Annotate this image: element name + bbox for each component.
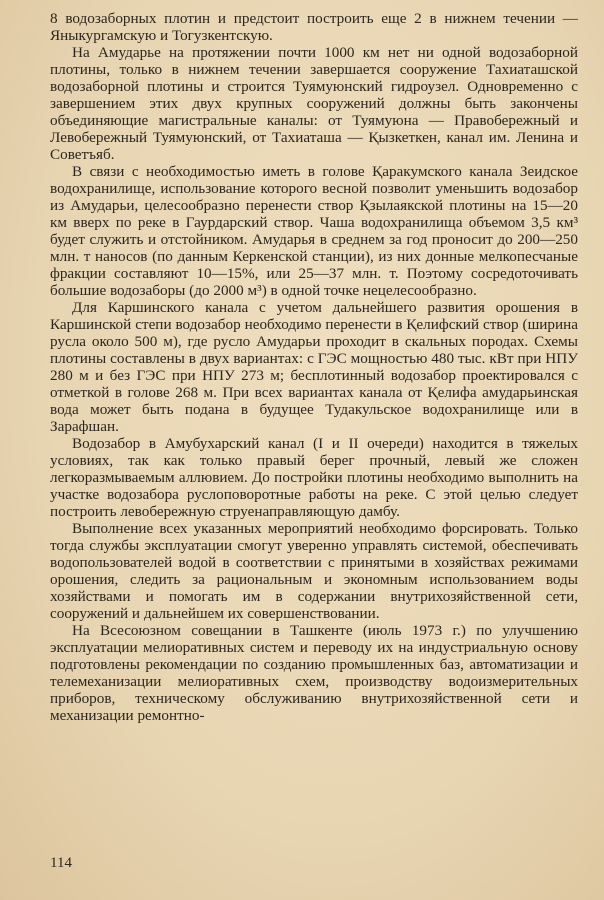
paragraph-operation-services: Выполнение всех указанных мероприятий необходимо форсировать. Только тогда службы эксплуатации смогут уверенно управлять системой, обеспечивать водопользователей водой в соответствии с принятыми в хозяйствах режимами орошения, следить за рациональным и экономным использованием воды хозяйствами и помогать им в содержании внутрихозяйственной сети, сооружений и дальнейшем их совершенствовании. — [50, 520, 578, 622]
page-body — [50, 10, 578, 724]
paragraph-amudarya-dams: На Амударье на протяжении почти 1000 км нет ни одной водозаборной плотины, только в нижнем течении завершается сооружение Тахиаташской водозаборной плотины и строится Туямуюнский гидроузел. Одновременно с завершением этих двух крупных сооружений должны быть закончены объединяющие магистральные каналы: от Туямуюна — Правобережный и Левобережный Туямуюнский, от Тахиаташа — Қызкеткен, канал им. Ленина и Советъяб. — [50, 44, 578, 163]
paragraph-amubukhara-canal: Водозабор в Амубухарский канал (I и II очереди) находится в тяжелых условиях, так как только правый берег прочный, левый же сложен легкоразмываемым аллювием. До постройки плотины необходимо выполнить на участке водозабора руслоповоротные работы на реке. С этой целью следует построить левобережную струенаправляющую дамбу. — [50, 435, 578, 520]
paragraph-tashkent-meeting: На Всесоюзном совещании в Ташкенте (июль 1973 г.) по улучшению эксплуатации мелиоративных систем и переводу их на индустриальную основу подготовлены рекомендации по созданию промышленных баз, автоматизации и телемеханизации мелиоративных схем, производству водоизмерительных приборов, техническому обслуживанию внутрихозяйственной сети и механизации ремонтно- — [50, 622, 578, 724]
paragraph-karakum-reservoir: В связи с необходимостью иметь в голове Қаракумского канала Зеидское водохранилище, использование которого весной позволит уменьшить водозабор из Амударьи, целесообразно перенести створ Қзылаякской плотины на 15—20 км вверх по реке в Гаурдарский створ. Чаша водохранилища объемом 3,5 км³ будет служить и отстойником. Амударья в среднем за год проносит до 200—250 млн. т наносов (по данным Керкенской станции), из них донные мелкопесчаные фракции составляют 10—15%, или 25—37 млн. т. Поэтому сосредоточивать большие водозаборы (до 2000 м³) в одной точке нецелесообразно. — [50, 163, 578, 299]
paragraph-karshi-canal: Для Каршинского канала с учетом дальнейшего развития орошения в Каршинской степи водозабор необходимо перенести в Қелифский створ (ширина русла около 500 м), где русло Амударьи проходит в скальных породах. Схемы плотины составлены в двух вариантах: с ГЭС мощностью 480 тыс. кВт при НПУ 280 м и без ГЭС при НПУ 273 м; бесплотинный водозабор проектировался с отметкой в голове 268 м. При всех вариантах канала от Қелифа амударьинская вода может быть подана в будущее Тудакульское водохранилище или в Зарафшан. — [50, 299, 578, 435]
paragraph-continuation: 8 водозаборных плотин и предстоит построить еще 2 в нижнем течении — Яныкургамскую и Тогузкентскую. — [50, 10, 578, 44]
page-number: 114 — [50, 855, 72, 871]
